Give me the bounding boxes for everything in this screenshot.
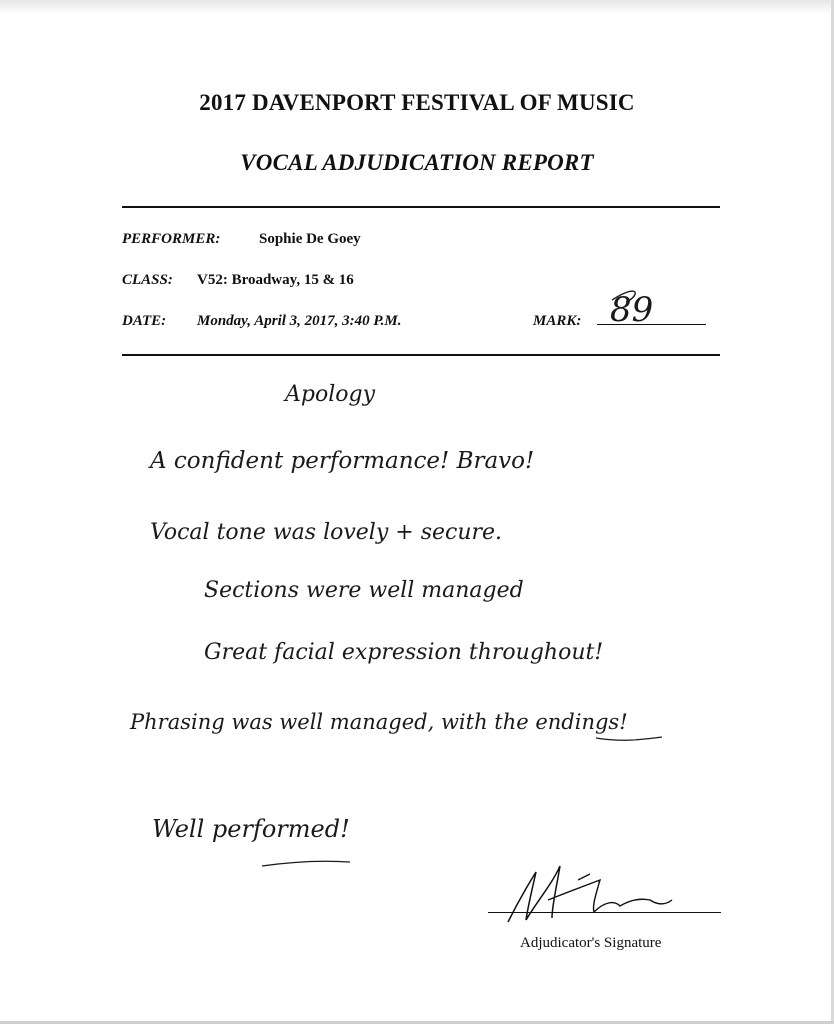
mark-label: MARK: (533, 313, 582, 329)
signature-label: Adjudicator's Signature (520, 935, 662, 951)
performer-label: PERFORMER: (122, 231, 221, 247)
report-title: VOCAL ADJUDICATION REPORT (240, 150, 594, 175)
date-label: DATE: (122, 313, 167, 329)
comment-line: Sections were well managed (204, 578, 524, 603)
date-value: Monday, April 3, 2017, 3:40 P.M. (197, 313, 402, 329)
festival-title: 2017 DAVENPORT FESTIVAL OF MUSIC (199, 90, 635, 115)
comment-line: Great facial expression throughout! (204, 640, 604, 665)
class-label: CLASS: (122, 272, 173, 288)
comment-line: Apology (285, 382, 376, 407)
comment-line: Well performed! (152, 815, 350, 843)
comment-line: Vocal tone was lovely + secure. (150, 520, 503, 545)
signature-line (488, 912, 721, 913)
mark-value: 89 (610, 290, 654, 330)
performer-value: Sophie De Goey (259, 231, 361, 247)
class-value: V52: Broadway, 15 & 16 (197, 272, 354, 288)
comment-line: Phrasing was well managed, with the endings! (130, 710, 628, 734)
comment-line: A confident performance! Bravo! (150, 448, 535, 474)
